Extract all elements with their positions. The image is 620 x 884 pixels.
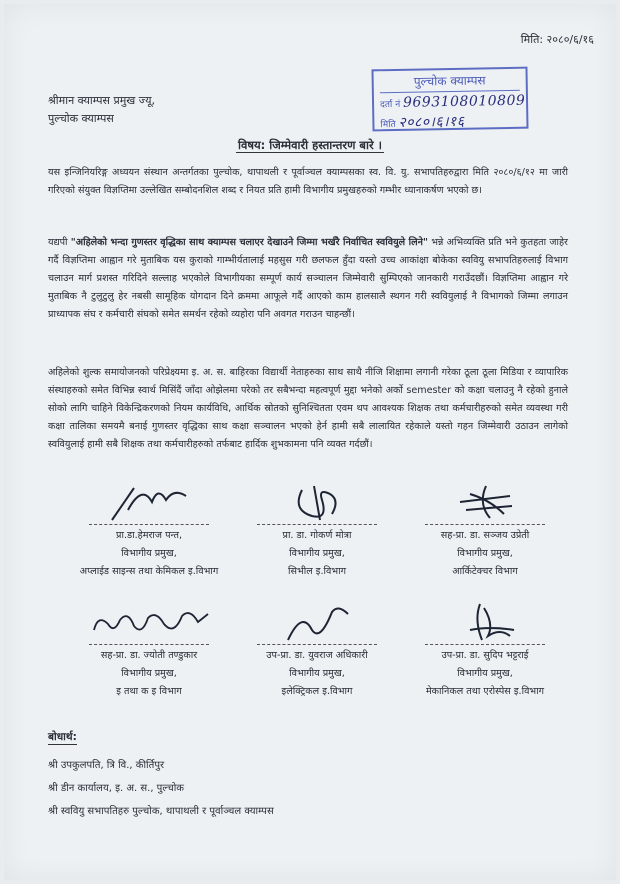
cc-title: बोधार्थ: bbox=[48, 731, 77, 743]
signatory-2 bbox=[232, 480, 402, 581]
recipient-line-1: श्रीमान क्याम्पस प्रमुख ज्यू, bbox=[48, 94, 155, 107]
signature-6-icon bbox=[430, 600, 540, 644]
stamp-reg-value: 9693108010809 bbox=[402, 92, 526, 111]
signatory-1-role: विभागीय प्रमुख, bbox=[121, 548, 177, 559]
signatory-4-role: विभागीय प्रमुख, bbox=[121, 668, 177, 679]
stamp-reg-label: दर्ता नं bbox=[380, 99, 401, 111]
signatory-6-name: उप-प्रा. डा. सुदिप भट्टराई bbox=[441, 650, 529, 661]
signature-line bbox=[257, 644, 377, 645]
recipient-address bbox=[48, 92, 155, 128]
signature-line bbox=[425, 644, 545, 645]
paragraph-2-quote: "अहिलेको भन्दा गुणस्तर वृद्धिका साथ क्याम्पस चलाएर देखाउने जिम्मा भर्खरै निर्वाचित स्ववियुले लिने" bbox=[70, 237, 428, 248]
paragraph-2-lead: यद्यपी bbox=[48, 237, 68, 248]
paragraph-3: अहिलेको शुल्क समायोजनको परिप्रेक्ष्यमा इ. अ. स. बाहिरका विद्यार्थी नेताहरुका साथ साथै नीजि शिक्षामा लगानी गरेका ठूला ठूला मिडिया र व्यापारिक संस्थाहरुको समेत विभिन्न स्वार्थ मिसिंदैं जाँदा ओझेलमा परेको तर सबैभन्दा महत्वपूर्ण मुद्दा भनेको अर्को semester को कक्षा चलाउनु नै रहेको हुनाले सोको लागि चाहिने विकेन्द्रिकरणको नियम कार्यविधि, आर्थिक स्रोतको सुनिश्चितता एवम थप आवश्यक शिक्षक तथा कर्मचारीहरुको समेत व्यवस्था गरी कक्षा तालिका समयमै बनाई गुणस्तर वृद्धिका साथ कक्षा सञ्चालन भएको हेर्न हामी सबै लालायित रहेकाले यस्तो गहन जिम्मेवारी उठाउन लागेको स्ववियुलाई हामी सबै शिक्षक तथा कर्मचारीहरुको तर्फबाट हार्दिक शुभकामना पनि व्यक्त गर्दछौं। bbox=[48, 367, 568, 450]
signatory-1 bbox=[64, 480, 234, 581]
paragraph-1: यस इन्जिनियरिङ्ग अध्ययन संस्थान अन्तर्गतका पुल्चोक, थापाथली र पूर्वाञ्चल क्याम्पसका स्व. वि. यु. सभापतिहरुद्वारा मिति २०८०/६/१२ मा जारी गरिएको संयुक्त विज्ञप्तिमा उल्लेखित सम्बोदनशिल शब्द र नियत प्रति हामी विभागीय प्रमुखहरुको गम्भीर ध्यानाकर्षण भएको छ। bbox=[48, 167, 568, 196]
signatory-3 bbox=[400, 480, 570, 581]
stamp-date-row bbox=[380, 111, 520, 132]
signature-4-icon bbox=[74, 600, 224, 644]
subject-text: विषय: जिम्मेवारी हस्तान्तरण बारे । bbox=[237, 138, 383, 152]
signatory-6-dept: मेकानिकल तथा एरोस्पेस इ.विभाग bbox=[425, 686, 545, 697]
stamp-reg-row bbox=[380, 92, 526, 111]
signatory-1-dept: अप्लाईड साइन्स तथा केमिकल इ.विभाग bbox=[79, 566, 219, 577]
signature-line bbox=[89, 524, 209, 525]
signatory-5 bbox=[232, 600, 402, 701]
signatory-5-role: विभागीय प्रमुख, bbox=[289, 668, 345, 679]
signatory-4-dept: इ तथा क इ विभाग bbox=[116, 686, 182, 697]
signatory-3-role: विभागीय प्रमुख, bbox=[457, 548, 513, 559]
letter-page bbox=[4, 4, 616, 880]
cc-item: श्री डीन कार्यालय, इ. अ. स., पुल्चोक bbox=[48, 783, 184, 794]
signature-1-icon bbox=[94, 480, 204, 524]
signature-2-icon bbox=[262, 480, 372, 524]
signatory-4-name: सह-प्रा. डा. ज्योती तण्डुकार bbox=[100, 650, 198, 661]
signature-5-icon bbox=[262, 600, 372, 644]
signatory-2-dept: सिभील इ.विभाग bbox=[288, 566, 346, 577]
signatory-6 bbox=[400, 600, 570, 701]
signature-line bbox=[257, 524, 377, 525]
paragraph-2 bbox=[48, 234, 568, 324]
stamp-title: पुल्चोक क्याम्पस bbox=[380, 71, 520, 93]
signatory-3-name: सह-प्रा. डा. सञ्जय उप्रेती bbox=[440, 530, 530, 541]
signatory-5-name: उप-प्रा. डा. युवराज अधिकारी bbox=[266, 650, 368, 661]
signatory-2-role: विभागीय प्रमुख, bbox=[289, 548, 345, 559]
signatory-4 bbox=[64, 600, 234, 701]
cc-item: श्री स्ववियु सभापतिहरु पुल्चोक, थापाथली र पूर्वाञ्चल क्याम्पस bbox=[48, 806, 274, 817]
signature-3-icon bbox=[430, 480, 540, 524]
registration-stamp bbox=[371, 67, 528, 132]
paragraph-2-rest: भन्ने अभिव्यक्ति प्रति भने कुतहता जाहेर गर्दै विज्ञप्तिमा आह्वान गरे मुताबिक यस कुराको गाम्भीर्यतालाई महसुस गरी छलफल हुँदा यस्तो उच्च आकांक्षा बोकेका स्ववियु सभापतिहरुलाई विभाग चलाउन मार्ग प्रशस्त गरिदिने सल्लाह भएकोले विभागीयका सम्पूर्ण कार्य सञ्चालन जिम्मेवारी सुम्पिएको जानकारी गराउँदछौं। विज्ञप्तिमा आह्वान गरे मुताबिक नै टुलुटुलु हेर नबसी सामूहिक योगदान दिने क्रममा आफूले गर्दै आएको काम हालसालै स्थगन गरी स्ववियुलाई नै विभागको जिम्मा लगाउन प्राध्यापक संघ र कर्मचारी संघको समेत समर्थन रहेको व्यहोरा पनि अवगत गराउन चाहन्छौं। bbox=[48, 237, 568, 320]
cc-item: श्री उपकुलपति, त्रि वि., कीर्तिपुर bbox=[48, 760, 165, 771]
letter-date: मिति: २०८०/६/१६ bbox=[520, 33, 594, 46]
recipient-line-2: पुल्चोक क्याम्पस bbox=[48, 112, 114, 125]
cc-list bbox=[48, 754, 274, 823]
stamp-date-label: मिति bbox=[380, 119, 396, 131]
letter-subject bbox=[4, 138, 616, 153]
signatory-6-role: विभागीय प्रमुख, bbox=[457, 668, 513, 679]
stamp-date-value: २०८०।६।१६ bbox=[398, 113, 465, 131]
signatory-1-name: प्रा.डा.हेमराज पन्त, bbox=[116, 530, 182, 541]
signatory-5-dept: इलेक्ट्रिकल इ.विभाग bbox=[281, 686, 353, 697]
signature-line bbox=[89, 644, 209, 645]
signatory-3-dept: आर्किटेक्चर विभाग bbox=[452, 566, 518, 577]
signature-line bbox=[425, 524, 545, 525]
signatory-2-name: प्रा. डा. गोकर्ण मोत्रा bbox=[282, 530, 352, 541]
